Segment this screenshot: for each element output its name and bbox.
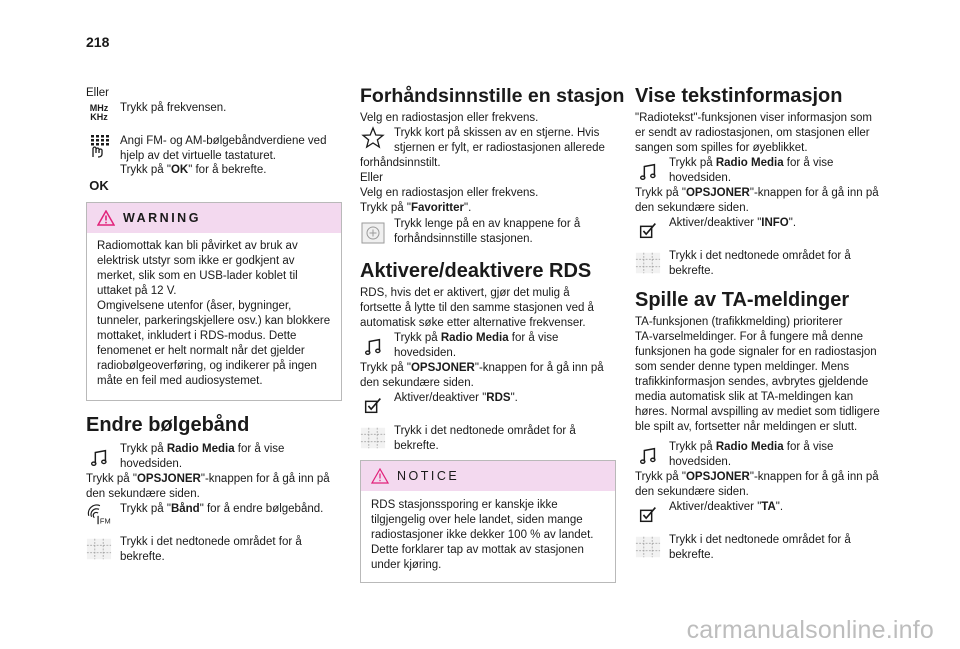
rds-step-media	[360, 331, 622, 361]
step-frequency	[86, 101, 342, 125]
grid-area-icon	[86, 537, 112, 561]
music-note-icon	[635, 160, 661, 184]
add-preset-icon	[360, 221, 386, 245]
step-keyboard	[86, 134, 342, 164]
music-note-icon	[360, 335, 386, 359]
rds-heading: Aktivere/deaktivere RDS	[360, 260, 592, 282]
checkbox-icon	[360, 393, 386, 417]
band-heading: Endre bølgebånd	[86, 414, 250, 436]
step-frequency-text: Trykk på frekvensen.	[120, 102, 227, 114]
ta-intro: TA-funksjonen (trafikkmelding) prioriterer TA-varselmeldinger. For å fungere må denne funksjonen ha gode signaler for en radiostasjon som sender denne typen meldinger. Mens trafikkinformasjon sendes, avbrytes gjeldende media automatisk slik at TA-meldingen kan høres. Normal avspilling av mediet som tidligere ble spilt av, fortsetter når meldingen er slutt.	[635, 316, 880, 433]
watermark: carmanualsonline.info	[686, 616, 934, 644]
warning-title: WARNING	[123, 211, 201, 225]
preset-step-hold-text: Trykk lenge på en av knappene for å forhåndsinnstille stasjonen.	[394, 218, 581, 245]
step-ok	[86, 163, 342, 193]
star-icon	[360, 126, 386, 150]
warning-icon	[97, 210, 115, 226]
ta-step-media	[635, 440, 897, 470]
preset-line-4: forhåndsinnstilt.	[360, 157, 441, 169]
step-ok-text: Trykk på "OK" for å bekrefte.	[120, 164, 267, 176]
rds-step-toggle	[360, 391, 622, 417]
notice-body: RDS stasjonssporing er kanskje ikke tilgjengelig over hele landet, siden mange radiostasjoner ikke dekker 100 % av landet. Dette forklarer tap av mottak av stasjonen under kjøring.	[371, 499, 594, 571]
ta-step-confirm-text: Trykk i det nedtonede området for å bekrefte.	[669, 534, 851, 561]
notice-icon	[371, 468, 389, 484]
preset-favorites: Trykk på "Favoritter".	[360, 202, 472, 214]
rds-step-confirm-text: Trykk i det nedtonede området for å bekrefte.	[394, 425, 576, 452]
band-step-media-text: Trykk på Radio Media for å vise hovedsiden.	[120, 443, 285, 470]
text-step-media-text: Trykk på Radio Media for å vise hovedsiden.	[669, 157, 834, 184]
ta-step-toggle-text: Aktiver/deaktiver "TA".	[669, 501, 784, 513]
notice-box	[360, 460, 616, 583]
band-step-band-text: Trykk på "Bånd" for å endre bølgebånd.	[120, 503, 324, 515]
preset-heading: Forhåndsinnstille en stasjon	[360, 85, 625, 107]
preset-step-hold	[360, 217, 622, 247]
mhz-khz-icon: MHz KHz	[89, 103, 109, 122]
ta-step-options: Trykk på "OPSJONER"-knappen for å gå inn på den sekundære siden.	[635, 471, 879, 498]
text-step-confirm-text: Trykk i det nedtonede området for å bekrefte.	[669, 250, 851, 277]
text-info-intro: "Radiotekst"-funksjonen viser informasjon som er sendt av radiostasjonen, om stasjonen eller sangen som spilles for øyeblikket.	[635, 112, 872, 154]
step-keyboard-text: Angi FM- og AM-bølgebåndverdiene ved hjelp av det virtuelle tastaturet.	[120, 135, 327, 162]
ok-icon: OK	[89, 178, 109, 193]
band-step-confirm-text: Trykk i det nedtonede området for å bekrefte.	[120, 536, 302, 563]
band-step-options: Trykk på "OPSJONER"-knappen for å gå inn på den sekundære siden.	[86, 473, 330, 500]
page-number: 218	[86, 34, 110, 50]
music-note-icon	[635, 444, 661, 468]
band-step-media	[86, 442, 342, 472]
checkbox-icon	[635, 502, 661, 526]
preset-step-star	[360, 126, 622, 156]
music-note-icon	[86, 446, 112, 470]
preset-eller: Eller	[360, 172, 384, 184]
notice-title: NOTICE	[397, 469, 460, 483]
rds-step-confirm	[360, 424, 622, 454]
text-info-heading: Vise tekstinformasjon	[635, 85, 843, 107]
keyboard-icon	[86, 134, 112, 158]
ta-heading: Spille av TA-meldinger	[635, 289, 850, 311]
rds-step-media-text: Trykk på Radio Media for å vise hovedsiden.	[394, 332, 559, 359]
rds-step-toggle-text: Aktiver/deaktiver "RDS".	[394, 392, 518, 404]
ta-step-toggle	[635, 500, 897, 526]
text-step-toggle	[635, 216, 897, 242]
text-step-media	[635, 156, 897, 186]
text-step-toggle-text: Aktiver/deaktiver "INFO".	[669, 217, 797, 229]
text-step-options: Trykk på "OPSJONER"-knappen for å gå inn på den sekundære siden.	[635, 187, 879, 214]
preset-line-6: Velg en radiostasjon eller frekvens.	[360, 187, 539, 199]
ta-step-confirm	[635, 533, 897, 563]
band-step-confirm	[86, 535, 342, 565]
warning-box	[86, 202, 342, 401]
ta-step-media-text: Trykk på Radio Media for å vise hovedsiden.	[669, 441, 834, 468]
rds-step-options: Trykk på "OPSJONER"-knappen for å gå inn på den sekundære siden.	[360, 362, 604, 389]
text-step-confirm	[635, 249, 897, 279]
grid-area-icon	[635, 251, 661, 275]
grid-area-icon	[360, 426, 386, 450]
band-step-band	[86, 502, 342, 526]
warning-header	[87, 203, 341, 233]
grid-area-icon	[635, 535, 661, 559]
notice-header	[361, 461, 615, 491]
checkbox-icon	[635, 218, 661, 242]
preset-step-star-text: Trykk kort på skissen av en stjerne. Hvis stjernen er fylt, er radiostasjonen allerede	[394, 127, 605, 154]
svg-text:FM: FM	[99, 516, 111, 526]
preset-line-1: Velg en radiostasjon eller frekvens.	[360, 112, 539, 124]
warning-body: Radiomottak kan bli påvirket av bruk av elektrisk utstyr som ikke er godkjent av merket, slik som en USB-lader koblet til uttaket på 12 V. Omgivelsene utenfor (åser, bygninger, tunneler, parkeringskjellere osv.) kan blokkere mottaket, inkludert i RDS-modus. Dette fenomenet er helt normalt når det gjelder radiobølgeoverføring, og indikerer på ingen måte en feil med audiosystemet.	[97, 240, 331, 387]
rds-intro: RDS, hvis det er aktivert, gjør det mulig å fortsette å lytte til den samme stasjonen ved å automatisk søke etter alternative frekvenser.	[360, 287, 594, 329]
eller-text: Eller	[86, 87, 110, 99]
radio-fm-icon	[86, 502, 112, 526]
